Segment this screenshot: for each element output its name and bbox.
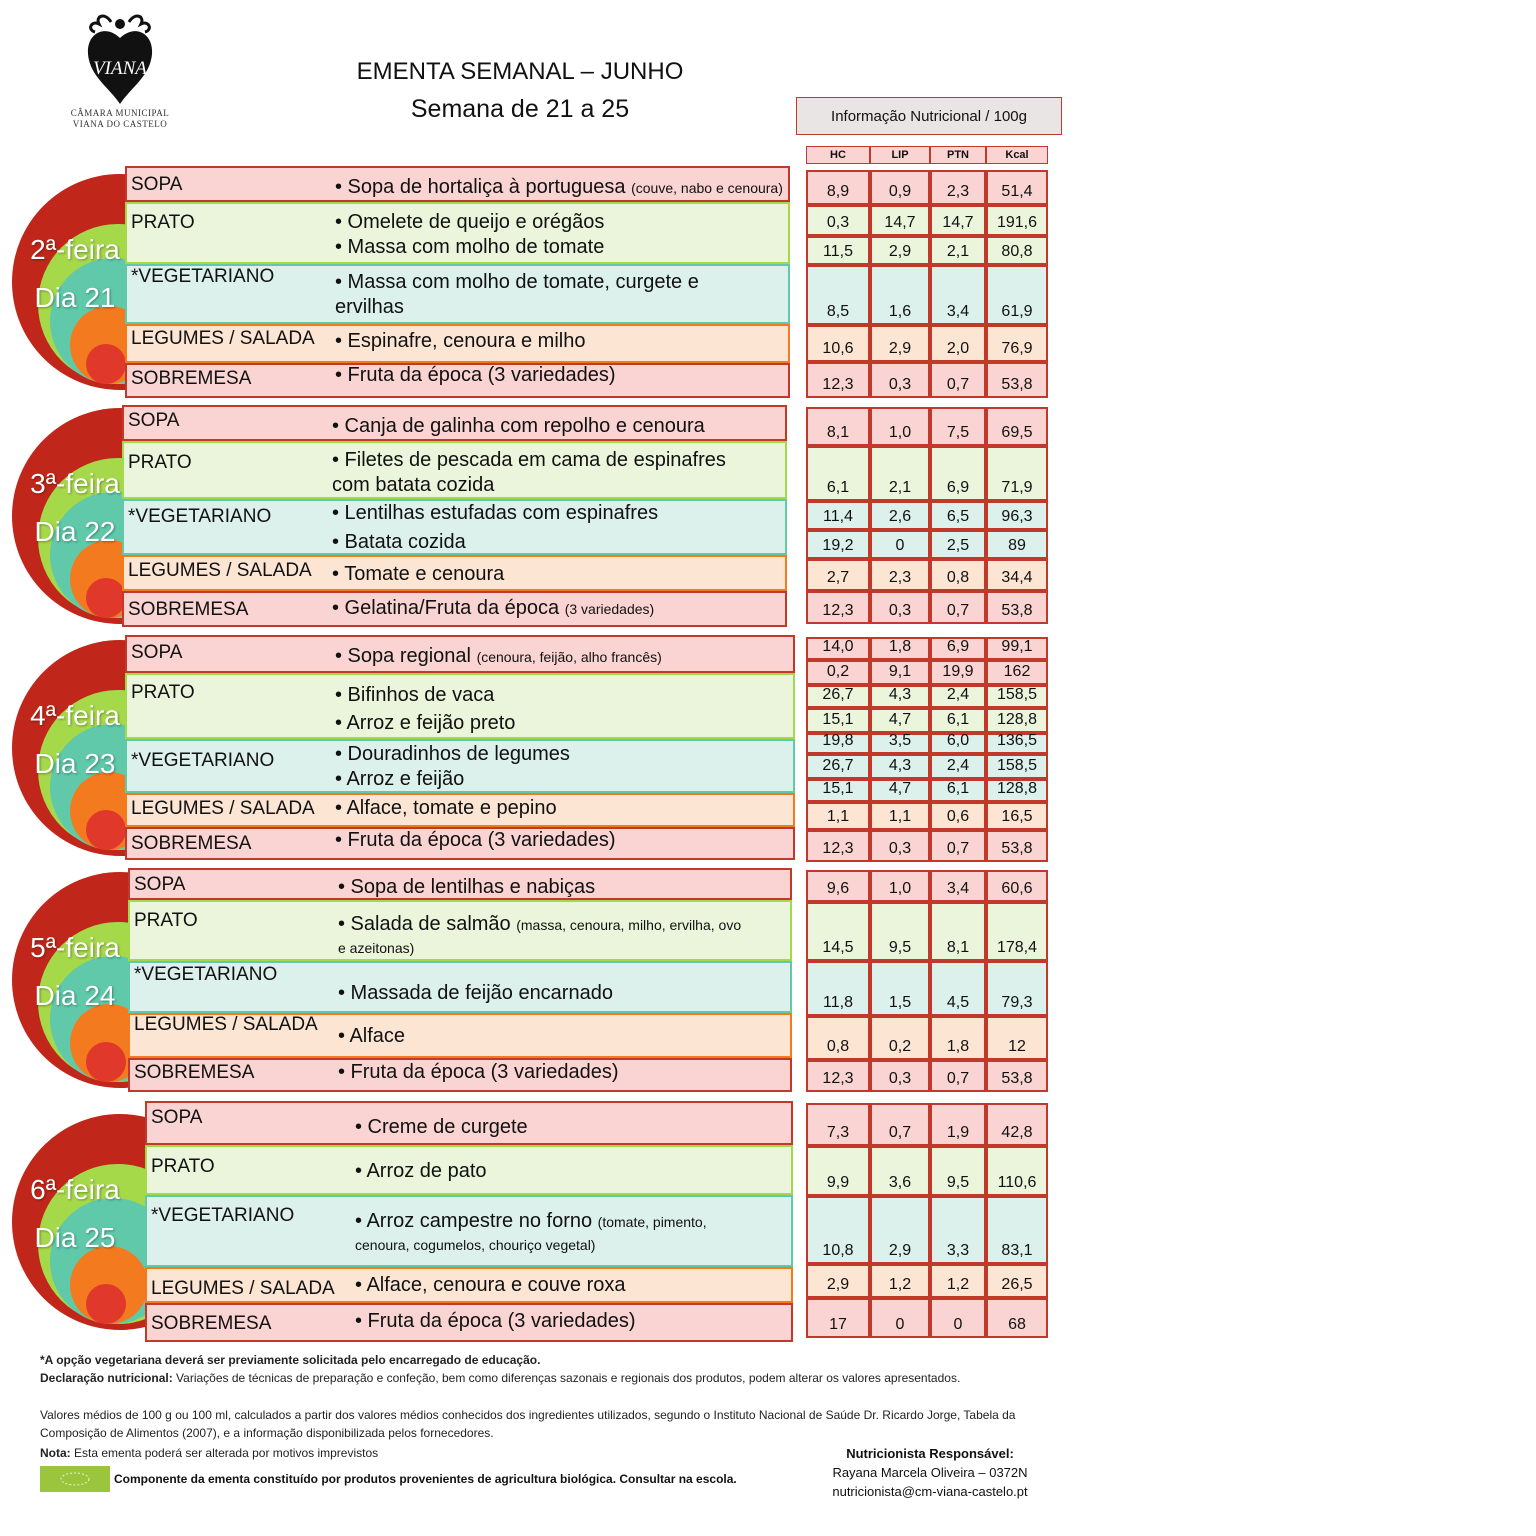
day-circle-5 bbox=[86, 810, 126, 850]
category-legumes-salada: LEGUMES / SALADA bbox=[134, 1014, 318, 1035]
dish-name: • Espinafre, cenoura e milho bbox=[335, 330, 586, 352]
dish-text bbox=[332, 501, 658, 526]
nutrition-cell-ptn: 2,0 bbox=[930, 325, 986, 362]
nutrition-cell-lip: 1,2 bbox=[870, 1264, 930, 1298]
category-sopa: SOPA bbox=[131, 642, 183, 663]
dish-name: • Filetes de pescada em cama de espinafres bbox=[332, 449, 726, 471]
nutrition-info-title: Informação Nutricional / 100g bbox=[796, 97, 1062, 135]
day-date: Dia 22 bbox=[34, 516, 116, 547]
nutrition-cell-kcal: 178,4 bbox=[986, 902, 1048, 961]
dish-text bbox=[335, 683, 494, 708]
nutrition-cell-hc: 0,3 bbox=[806, 205, 870, 236]
nutrition-cell-lip: 0,3 bbox=[870, 1060, 930, 1092]
nutrition-cell-hc: 8,1 bbox=[806, 407, 870, 446]
nutrition-cell-kcal: 136,5 bbox=[986, 733, 1048, 754]
category-legumes-salada: LEGUMES / SALADA bbox=[151, 1278, 335, 1299]
nutrition-cell-kcal: 128,8 bbox=[986, 779, 1048, 802]
nutrition-cell-hc: 8,9 bbox=[806, 170, 870, 205]
dish-text bbox=[335, 235, 604, 260]
nutrition-cell-lip: 0 bbox=[870, 1298, 930, 1338]
nutrition-cell-hc: 12,3 bbox=[806, 591, 870, 624]
dish-text bbox=[332, 562, 504, 587]
nutrition-cell-hc: 8,5 bbox=[806, 265, 870, 325]
nutrition-cell-hc: 26,7 bbox=[806, 685, 870, 708]
nutrition-cell-hc: 0,2 bbox=[806, 660, 870, 685]
nutrition-cell-ptn: 6,0 bbox=[930, 733, 986, 754]
dish-name: • Lentilhas estufadas com espinafres bbox=[332, 502, 659, 524]
day-label bbox=[10, 226, 140, 322]
dish-name: • Sopa de lentilhas e nabiças bbox=[338, 876, 596, 898]
nutrition-cell-kcal: 96,3 bbox=[986, 501, 1048, 530]
day-date: Dia 24 bbox=[34, 980, 116, 1011]
dish-text bbox=[335, 644, 662, 670]
nutrition-cell-lip: 0,3 bbox=[870, 830, 930, 862]
dish-name: • Tomate e cenoura bbox=[332, 563, 505, 585]
nutrition-cell-kcal: 16,5 bbox=[986, 802, 1048, 830]
declaration-label: Declaração nutricional: bbox=[40, 1371, 173, 1385]
dish-name: • Douradinhos de legumes bbox=[335, 743, 570, 765]
dish-name: • Arroz campestre no forno bbox=[355, 1210, 593, 1232]
nutrition-cell-kcal: 191,6 bbox=[986, 205, 1048, 236]
dish-name: • Arroz de pato bbox=[355, 1160, 487, 1182]
day-circle-5 bbox=[86, 1042, 126, 1082]
category-sopa: SOPA bbox=[134, 874, 186, 895]
dish-note: (cenoura, feijão, alho francês) bbox=[476, 649, 662, 665]
dish-name: • Alface, cenoura e couve roxa bbox=[355, 1274, 626, 1296]
dish-name: • Sopa de hortaliça à portuguesa bbox=[335, 176, 626, 198]
dish-note: (tomate, pimento, bbox=[597, 1214, 707, 1230]
category-sopa: SOPA bbox=[151, 1107, 203, 1128]
dish-name: • Fruta da época (3 variedades) bbox=[335, 364, 616, 386]
dish-text bbox=[355, 1209, 707, 1258]
dish-name: • Creme de curgete bbox=[355, 1116, 528, 1138]
dish-text bbox=[335, 270, 699, 295]
nutrition-cell-lip: 1,5 bbox=[870, 961, 930, 1016]
dish-text bbox=[335, 210, 604, 235]
nutrition-cell-ptn: 7,5 bbox=[930, 407, 986, 446]
nutrition-cell-lip: 4,3 bbox=[870, 685, 930, 708]
dish-note: (3 variedades) bbox=[564, 601, 655, 617]
page-title: EMENTA SEMANAL – JUNHO bbox=[356, 58, 684, 85]
nutrition-cell-lip: 0,7 bbox=[870, 1103, 930, 1146]
dish-name: • Fruta da época (3 variedades) bbox=[335, 829, 616, 851]
nutrition-cell-kcal: 99,1 bbox=[986, 637, 1048, 660]
dish-note-2: e azeitonas) bbox=[338, 940, 415, 956]
viana-heart-logo-icon bbox=[81, 8, 159, 108]
nutrition-cell-lip: 0 bbox=[870, 530, 930, 559]
nutrition-cell-ptn: 4,5 bbox=[930, 961, 986, 1016]
nutrition-cell-hc: 17 bbox=[806, 1298, 870, 1338]
category-sobremesa: SOBREMESA bbox=[131, 833, 252, 854]
nutrition-cell-ptn: 6,9 bbox=[930, 446, 986, 501]
nutrition-cell-lip: 2,9 bbox=[870, 1196, 930, 1264]
category-sobremesa: SOBREMESA bbox=[128, 599, 249, 620]
dish-name: • Arroz e feijão preto bbox=[335, 712, 516, 734]
dish-name: ervilhas bbox=[335, 296, 404, 318]
nutrition-cell-kcal: 26,5 bbox=[986, 1264, 1048, 1298]
nutrition-cell-lip: 9,1 bbox=[870, 660, 930, 685]
logo-line-1: CÂMARA MUNICIPAL bbox=[70, 108, 170, 118]
weekday-name: 6ª-feira bbox=[30, 1173, 120, 1205]
nutrition-cell-lip: 4,7 bbox=[870, 708, 930, 733]
category-vegetariano: *VEGETARIANO bbox=[128, 506, 272, 527]
nutrition-cell-ptn: 0,7 bbox=[930, 591, 986, 624]
nutrition-cell-hc: 10,6 bbox=[806, 325, 870, 362]
dish-name: • Omelete de queijo e orégãos bbox=[335, 211, 605, 233]
weekday-name: 2ª-feira bbox=[30, 234, 120, 265]
nutrition-cell-kcal: 61,9 bbox=[986, 265, 1048, 325]
category-prato: PRATO bbox=[131, 212, 195, 233]
dish-text bbox=[335, 828, 616, 853]
day-date: Dia 25 bbox=[34, 1221, 116, 1253]
nota-text: Esta ementa poderá ser alterada por motivos imprevistos bbox=[70, 1446, 379, 1460]
nutrition-cell-hc: 10,8 bbox=[806, 1196, 870, 1264]
day-circle-5 bbox=[86, 344, 126, 384]
dish-text bbox=[335, 363, 616, 388]
nutrition-cell-kcal: 53,8 bbox=[986, 362, 1048, 398]
nutrition-cell-kcal: 53,8 bbox=[986, 1060, 1048, 1092]
nutrition-cell-hc: 19,2 bbox=[806, 530, 870, 559]
category-sopa: SOPA bbox=[128, 410, 180, 431]
nutrition-cell-hc: 2,9 bbox=[806, 1264, 870, 1298]
dish-name: com batata cozida bbox=[332, 474, 495, 496]
day-circle-5 bbox=[86, 578, 126, 618]
nutrition-cell-lip: 2,3 bbox=[870, 559, 930, 591]
category-prato: PRATO bbox=[134, 910, 198, 931]
logo-wordmark: VIANA bbox=[93, 58, 147, 79]
category-sobremesa: SOBREMESA bbox=[151, 1313, 272, 1334]
nutrition-cell-ptn: 3,4 bbox=[930, 265, 986, 325]
day-label bbox=[10, 460, 140, 556]
dish-text bbox=[335, 295, 404, 320]
nutrition-cell-ptn: 3,4 bbox=[930, 870, 986, 902]
nutrition-cell-kcal: 80,8 bbox=[986, 236, 1048, 265]
nutrition-cell-ptn: 3,3 bbox=[930, 1196, 986, 1264]
dish-name: • Salada de salmão bbox=[338, 913, 511, 935]
day-date: Dia 21 bbox=[34, 282, 116, 313]
declaration-text: Variações de técnicas de preparação e confeção, bem como diferenças sazonais e regionais dos produtos, podem alterar os valores apresentados. bbox=[172, 1371, 961, 1385]
nutrition-cell-ptn: 2,5 bbox=[930, 530, 986, 559]
dish-name: • Canja de galinha com repolho e cenoura bbox=[332, 415, 705, 437]
day-label bbox=[10, 924, 140, 1020]
nutrition-cell-lip: 1,0 bbox=[870, 407, 930, 446]
nutrition-cell-ptn: 2,4 bbox=[930, 685, 986, 708]
nutrition-cell-ptn: 0,7 bbox=[930, 830, 986, 862]
dish-text bbox=[335, 796, 557, 821]
nutrition-cell-ptn: 6,9 bbox=[930, 637, 986, 660]
nutrition-cell-lip: 1,6 bbox=[870, 265, 930, 325]
nutritionist-name: Rayana Marcela Oliveira – 0372N bbox=[832, 1465, 1028, 1480]
col-header-hc: HC bbox=[806, 146, 870, 164]
dish-note: (massa, cenoura, milho, ervilha, ovo bbox=[516, 917, 742, 933]
category-sopa: SOPA bbox=[131, 174, 183, 195]
nutrition-cell-lip: 0,2 bbox=[870, 1016, 930, 1060]
dish-text bbox=[338, 912, 741, 961]
nutrition-cell-hc: 9,9 bbox=[806, 1146, 870, 1196]
nutrition-cell-ptn: 14,7 bbox=[930, 205, 986, 236]
nutrition-cell-hc: 11,8 bbox=[806, 961, 870, 1016]
municipal-logo bbox=[60, 8, 180, 148]
nutrition-cell-kcal: 68 bbox=[986, 1298, 1048, 1338]
nutrition-cell-lip: 1,0 bbox=[870, 870, 930, 902]
dish-name: • Gelatina/Fruta da época bbox=[332, 597, 560, 619]
dish-name: • Fruta da época (3 variedades) bbox=[338, 1061, 619, 1083]
category-prato: PRATO bbox=[131, 682, 195, 703]
nutrition-cell-kcal: 69,5 bbox=[986, 407, 1048, 446]
dish-text bbox=[335, 711, 515, 736]
dish-text bbox=[335, 767, 464, 792]
nutrition-cell-lip: 0,9 bbox=[870, 170, 930, 205]
weekday-name: 4ª-feira bbox=[30, 699, 120, 731]
category-prato: PRATO bbox=[128, 452, 192, 473]
dish-name: • Massa com molho de tomate bbox=[335, 236, 605, 258]
day-circle-5 bbox=[86, 1284, 126, 1324]
dish-text bbox=[335, 175, 783, 201]
dish-name: • Massa com molho de tomate, curgete e bbox=[335, 271, 699, 293]
nutrition-cell-hc: 14,0 bbox=[806, 637, 870, 660]
nutrition-cell-hc: 0,8 bbox=[806, 1016, 870, 1060]
nutrition-cell-ptn: 0 bbox=[930, 1298, 986, 1338]
nutrition-cell-kcal: 162 bbox=[986, 660, 1048, 685]
nutrition-cell-ptn: 2,4 bbox=[930, 754, 986, 779]
nutrition-cell-lip: 1,1 bbox=[870, 802, 930, 830]
nutrition-cell-lip: 4,3 bbox=[870, 754, 930, 779]
nutrition-cell-lip: 1,8 bbox=[870, 637, 930, 660]
category-sobremesa: SOBREMESA bbox=[131, 368, 252, 389]
category-legumes-salada: LEGUMES / SALADA bbox=[128, 560, 312, 581]
dish-text bbox=[332, 530, 466, 555]
nutrition-cell-kcal: 53,8 bbox=[986, 830, 1048, 862]
dish-name: • Alface, tomate e pepino bbox=[335, 797, 557, 819]
nutrition-cell-ptn: 0,8 bbox=[930, 559, 986, 591]
nutrition-cell-hc: 12,3 bbox=[806, 830, 870, 862]
nutrition-cell-kcal: 76,9 bbox=[986, 325, 1048, 362]
nutrition-cell-kcal: 51,4 bbox=[986, 170, 1048, 205]
nutrition-cell-kcal: 60,6 bbox=[986, 870, 1048, 902]
nutrition-cell-lip: 0,3 bbox=[870, 591, 930, 624]
day-date: Dia 23 bbox=[34, 747, 116, 779]
nutrition-cell-lip: 2,6 bbox=[870, 501, 930, 530]
dish-text bbox=[355, 1159, 487, 1184]
nutrition-cell-hc: 11,4 bbox=[806, 501, 870, 530]
nutrition-cell-hc: 11,5 bbox=[806, 236, 870, 265]
nutrition-cell-ptn: 2,3 bbox=[930, 170, 986, 205]
nutrition-cell-hc: 9,6 bbox=[806, 870, 870, 902]
nutrition-cell-kcal: 53,8 bbox=[986, 591, 1048, 624]
day-label bbox=[10, 692, 140, 788]
organic-leaf-icon bbox=[40, 1466, 110, 1492]
nutrition-cell-kcal: 158,5 bbox=[986, 754, 1048, 779]
nutrition-cell-kcal: 110,6 bbox=[986, 1146, 1048, 1196]
nutrition-cell-ptn: 2,1 bbox=[930, 236, 986, 265]
organic-note: Componente da ementa constituído por produtos provenientes de agricultura biológica. Consultar na escola. bbox=[114, 1472, 737, 1486]
category-legumes-salada: LEGUMES / SALADA bbox=[131, 328, 315, 349]
nutrition-cell-kcal: 128,8 bbox=[986, 708, 1048, 733]
col-header-ptn: PTN bbox=[930, 146, 986, 164]
day-label bbox=[10, 1166, 140, 1262]
nutrition-cell-ptn: 0,7 bbox=[930, 1060, 986, 1092]
nutritionist-email: nutricionista@cm-viana-castelo.pt bbox=[832, 1484, 1028, 1499]
nutrition-cell-hc: 7,3 bbox=[806, 1103, 870, 1146]
nutrition-cell-hc: 12,3 bbox=[806, 362, 870, 398]
nutrition-cell-lip: 9,5 bbox=[870, 902, 930, 961]
category-legumes-salada: LEGUMES / SALADA bbox=[131, 798, 315, 819]
nutrition-cell-ptn: 1,9 bbox=[930, 1103, 986, 1146]
nutrition-cell-ptn: 6,5 bbox=[930, 501, 986, 530]
vegetarian-note: *A opção vegetariana deverá ser previamente solicitada pelo encarregado de educação. bbox=[40, 1353, 541, 1367]
nutrition-cell-hc: 14,5 bbox=[806, 902, 870, 961]
nutrition-cell-ptn: 0,7 bbox=[930, 362, 986, 398]
nutrition-cell-hc: 15,1 bbox=[806, 708, 870, 733]
col-header-kcal: Kcal bbox=[986, 146, 1048, 164]
dish-name: • Batata cozida bbox=[332, 531, 466, 553]
nutrition-cell-kcal: 83,1 bbox=[986, 1196, 1048, 1264]
nutrition-cell-kcal: 89 bbox=[986, 530, 1048, 559]
nutrition-cell-hc: 26,7 bbox=[806, 754, 870, 779]
nutrition-cell-lip: 2,9 bbox=[870, 325, 930, 362]
nutrition-cell-ptn: 0,6 bbox=[930, 802, 986, 830]
nutrition-cell-ptn: 1,8 bbox=[930, 1016, 986, 1060]
nutrition-cell-ptn: 6,1 bbox=[930, 779, 986, 802]
category-vegetariano: *VEGETARIANO bbox=[131, 266, 275, 287]
nutrition-cell-hc: 1,1 bbox=[806, 802, 870, 830]
nutrition-cell-ptn: 19,9 bbox=[930, 660, 986, 685]
dish-text bbox=[338, 1060, 619, 1085]
dish-text bbox=[332, 596, 654, 622]
nutrition-cell-hc: 15,1 bbox=[806, 779, 870, 802]
nutrition-cell-lip: 2,9 bbox=[870, 236, 930, 265]
dish-text bbox=[355, 1309, 636, 1334]
dish-name: • Alface bbox=[338, 1025, 406, 1047]
category-vegetariano: *VEGETARIANO bbox=[134, 964, 278, 985]
dish-text bbox=[338, 1024, 405, 1049]
nutrition-cell-lip: 14,7 bbox=[870, 205, 930, 236]
dish-text bbox=[332, 448, 726, 473]
category-vegetariano: *VEGETARIANO bbox=[151, 1205, 295, 1226]
nutrition-cell-hc: 19,8 bbox=[806, 733, 870, 754]
category-sobremesa: SOBREMESA bbox=[134, 1062, 255, 1083]
dish-name: • Arroz e feijão bbox=[335, 768, 465, 790]
nutrition-cell-lip: 0,3 bbox=[870, 362, 930, 398]
dish-name: • Bifinhos de vaca bbox=[335, 684, 495, 706]
nutrition-cell-kcal: 158,5 bbox=[986, 685, 1048, 708]
category-prato: PRATO bbox=[151, 1156, 215, 1177]
nutrition-cell-kcal: 79,3 bbox=[986, 961, 1048, 1016]
col-header-lip: LIP bbox=[870, 146, 930, 164]
dish-text bbox=[338, 981, 613, 1006]
page-subtitle: Semana de 21 a 25 bbox=[410, 95, 630, 123]
nutrition-cell-lip: 3,6 bbox=[870, 1146, 930, 1196]
dish-text bbox=[355, 1273, 626, 1298]
nutrition-cell-hc: 12,3 bbox=[806, 1060, 870, 1092]
dish-note-2: cenoura, cogumelos, chouriço vegetal) bbox=[355, 1237, 596, 1253]
nutrition-cell-kcal: 42,8 bbox=[986, 1103, 1048, 1146]
weekday-name: 5ª-feira bbox=[30, 932, 120, 963]
dish-name: • Sopa regional bbox=[335, 645, 471, 667]
nota-label: Nota: bbox=[40, 1446, 71, 1460]
nutrition-cell-kcal: 12 bbox=[986, 1016, 1048, 1060]
dish-text bbox=[335, 329, 585, 354]
weekday-name: 3ª-feira bbox=[30, 468, 120, 499]
logo-line-2: VIANA DO CASTELO bbox=[72, 119, 168, 129]
dish-name: • Massada de feijão encarnado bbox=[338, 982, 613, 1004]
nutrition-cell-hc: 6,1 bbox=[806, 446, 870, 501]
dish-text bbox=[332, 414, 705, 439]
nutrition-cell-hc: 2,7 bbox=[806, 559, 870, 591]
nutrition-cell-lip: 4,7 bbox=[870, 779, 930, 802]
nutrition-cell-ptn: 1,2 bbox=[930, 1264, 986, 1298]
nutrition-cell-kcal: 71,9 bbox=[986, 446, 1048, 501]
values-note: Valores médios de 100 g ou 100 ml, calculados a partir dos valores médios conhecidos dos ingredientes utilizados, segundo o Instituto Nacional de Saúde Dr. Ricardo Jorge, Tabela da Composição de Alimentos (2007), e a informação disponibilizada pelos fornecedores. bbox=[40, 1408, 1016, 1440]
nutritional-declaration bbox=[40, 1369, 1036, 1387]
dish-text bbox=[338, 875, 595, 900]
nutrition-cell-kcal: 34,4 bbox=[986, 559, 1048, 591]
nutrition-cell-ptn: 9,5 bbox=[930, 1146, 986, 1196]
nutrition-cell-lip: 2,1 bbox=[870, 446, 930, 501]
nutrition-cell-ptn: 8,1 bbox=[930, 902, 986, 961]
nutrition-cell-lip: 3,5 bbox=[870, 733, 930, 754]
dish-note: (couve, nabo e cenoura) bbox=[631, 180, 783, 196]
dish-name: • Fruta da época (3 variedades) bbox=[355, 1310, 636, 1332]
nutritionist-title: Nutricionista Responsável: bbox=[846, 1446, 1014, 1461]
dish-text bbox=[355, 1115, 528, 1140]
dish-text bbox=[335, 742, 570, 767]
category-vegetariano: *VEGETARIANO bbox=[131, 750, 275, 771]
nutrition-cell-ptn: 6,1 bbox=[930, 708, 986, 733]
dish-text bbox=[332, 473, 494, 498]
